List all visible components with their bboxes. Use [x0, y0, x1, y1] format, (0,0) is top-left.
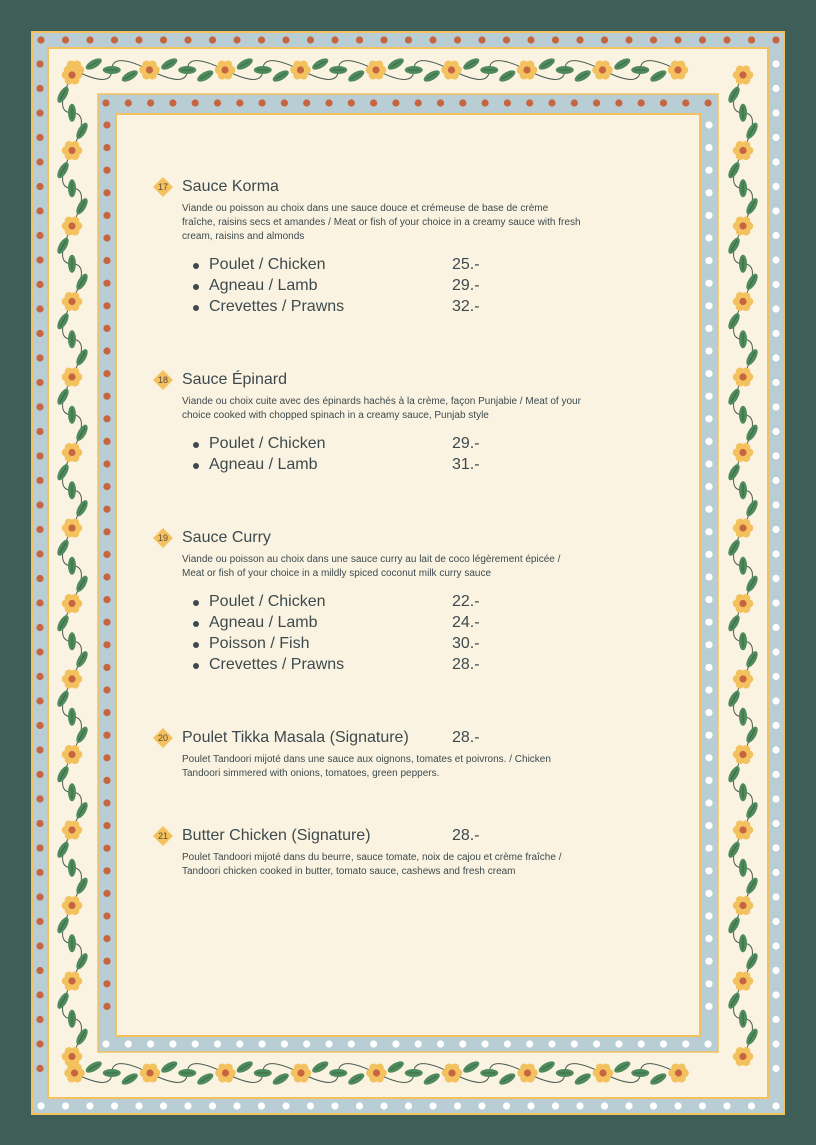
- option-name: Poisson / Fish: [209, 635, 310, 652]
- option-price: 22.-: [452, 593, 480, 610]
- option-name: Agneau / Lamb: [209, 277, 318, 294]
- bullet-icon: [193, 663, 199, 669]
- bullet-icon: [193, 442, 199, 448]
- option-name: Crevettes / Prawns: [209, 298, 345, 315]
- option-name: Crevettes / Prawns: [209, 656, 345, 673]
- item-number: 21: [157, 831, 168, 841]
- option-name: Poulet / Chicken: [209, 435, 326, 452]
- option-name: Agneau / Lamb: [209, 614, 318, 631]
- option-price: 32.-: [452, 298, 480, 315]
- number-badge: [152, 727, 174, 749]
- number-badge: [152, 176, 174, 198]
- option-price: 25.-: [452, 256, 480, 273]
- option-price: 24.-: [452, 614, 480, 631]
- item-number: 18: [157, 375, 168, 385]
- item-price: 28.-: [452, 827, 480, 844]
- item-description: Viande ou poisson au choix dans une sauce douce et crémeuse de base de crème fraîche, raisins secs et amandes / Meat or fish of your choice in a creamy sauce with fresh cream, raisins and almonds: [182, 203, 581, 242]
- item-number: 17: [157, 182, 168, 192]
- bullet-icon: [193, 263, 199, 269]
- bullet-icon: [193, 463, 199, 469]
- option-name: Agneau / Lamb: [209, 456, 318, 473]
- number-badge: [152, 369, 174, 391]
- item-description: Viande ou poisson au choix dans une sauce curry au lait de coco légèrement épicée / Meat or fish of your choice in a mildly spiced coconut milk curry sauce: [182, 554, 561, 579]
- item-number: 19: [157, 533, 168, 543]
- item-title: Butter Chicken (Signature): [182, 827, 371, 844]
- option-name: Poulet / Chicken: [209, 593, 326, 610]
- item-title: Sauce Curry: [182, 529, 271, 546]
- item-description: Viande ou choix cuite avec des épinards hachés à la crème, façon Punjabie / Meat of your choice cooked with chopped spinach in a creamy sauce, Punjab style: [182, 396, 581, 421]
- item-title: Sauce Korma: [182, 178, 279, 195]
- option-price: 29.-: [452, 435, 480, 452]
- option-price: 30.-: [452, 635, 480, 652]
- bullet-icon: [193, 600, 199, 606]
- number-badge: [152, 825, 174, 847]
- item-description: Poulet Tandoori mijoté dans une sauce aux oignons, tomates et poivrons. / Chicken Tandoori simmered with onions, tomatoes, green peppers.: [182, 754, 551, 779]
- option-price: 29.-: [452, 277, 480, 294]
- item-price: 28.-: [452, 729, 480, 746]
- option-price: 28.-: [452, 656, 480, 673]
- item-number: 20: [157, 733, 168, 743]
- menu-page: [118, 116, 698, 1034]
- item-description: Poulet Tandoori mijoté dans du beurre, sauce tomate, noix de cajou et crème fraîche / Tandoori chicken cooked in butter, tomato sauce, cashews and fresh cream: [182, 852, 562, 877]
- bullet-icon: [193, 642, 199, 648]
- number-badge: [152, 527, 174, 549]
- item-title: Sauce Épinard: [182, 371, 287, 388]
- option-price: 31.-: [452, 456, 480, 473]
- item-title: Poulet Tikka Masala (Signature): [182, 729, 409, 746]
- bullet-icon: [193, 284, 199, 290]
- bullet-icon: [193, 305, 199, 311]
- option-name: Poulet / Chicken: [209, 256, 326, 273]
- bullet-icon: [193, 621, 199, 627]
